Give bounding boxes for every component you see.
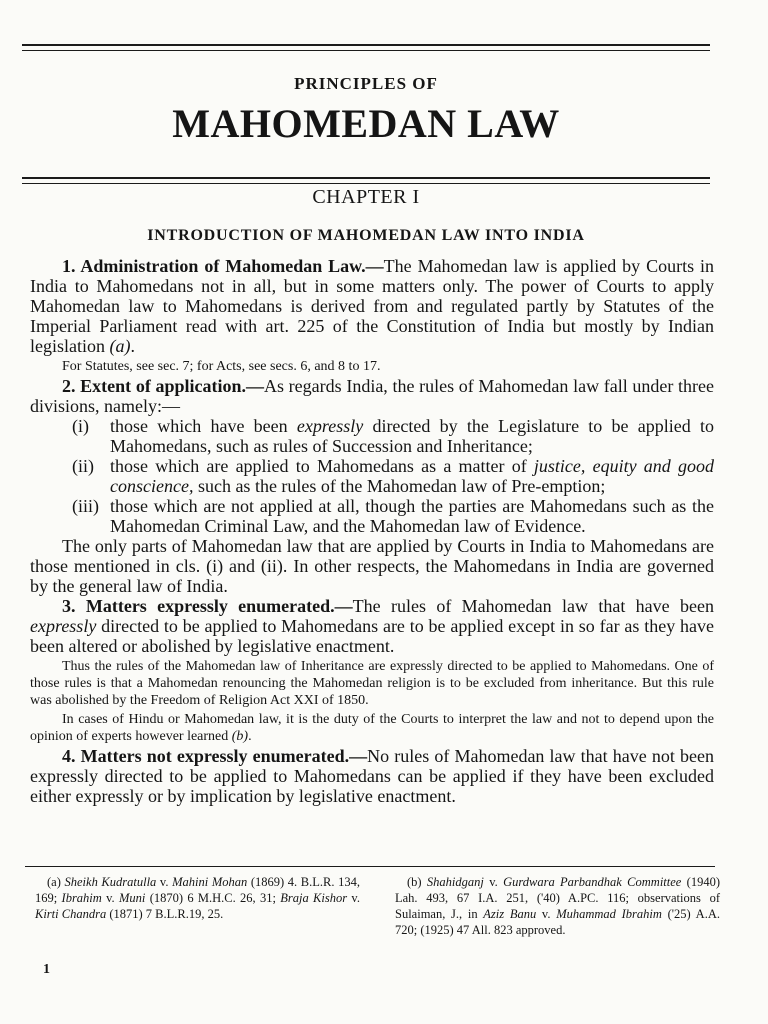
- list-item-marker: (i): [72, 416, 89, 436]
- bold-run: 3. Matters expressly enumerated.—: [62, 596, 353, 616]
- text-run: v.: [101, 891, 119, 905]
- text-run: v.: [536, 907, 557, 921]
- text-run: For Statutes, see sec. 7; for Acts, see secs. 6, and 8 to 17.: [62, 359, 381, 374]
- footnote: [395, 874, 720, 938]
- text-run: (1871) 7 B.L.R.19, 25.: [106, 907, 224, 921]
- note-paragraph: [30, 711, 714, 745]
- text-run: (b): [407, 875, 427, 889]
- chapter-label: CHAPTER I: [312, 186, 420, 208]
- list-item: [30, 456, 714, 496]
- italic-run: Braja Kishor: [280, 891, 348, 905]
- title-double-rule: [22, 177, 710, 184]
- text-run: such as the rules of the Mahomedan law of Pre-emption;: [193, 476, 606, 496]
- italic-run: Gurdwara Parbandhak Committee: [503, 875, 682, 889]
- footnote: [35, 874, 360, 938]
- italic-run: expressly: [296, 416, 364, 436]
- bold-run: 4. Matters not expressly enumerated.—: [62, 746, 368, 766]
- paragraph: [30, 376, 714, 416]
- text-run: those which are not applied at all, though the parties are Mahomedans such as the Mahomedan Criminal Law, and the Mahomedan law of Evidence.: [110, 496, 714, 536]
- text-run: No rules of Mahomedan law that have not been expressly directed to be applied to Mahomedans can be applied if they have been excluded either expressly or by implication by legislative enactment.: [30, 746, 714, 806]
- text-run: (a): [47, 875, 65, 889]
- note-paragraph: [30, 658, 714, 709]
- text-run: v.: [483, 875, 504, 889]
- italic-run: Shahidganj: [426, 875, 484, 889]
- series-title: PRINCIPLES OF: [294, 74, 438, 93]
- bold-run: 1. Administration of Mahomedan Law.—: [62, 256, 384, 276]
- paragraph: [30, 596, 714, 656]
- footnote-rule: [25, 866, 715, 867]
- text-run: Thus the rules of the Mahomedan law of Inheritance are expressly directed to be applied to Mahomedans. One of those rules is that a Mahomedan renouncing the Mahomedan religion is to be excluded from inheritance. But this rule was abolished by the Freedom of Religion Act XXI of 1850.: [30, 659, 714, 708]
- italic-run: (a): [109, 336, 131, 356]
- book-title: MAHOMEDAN LAW: [172, 101, 560, 146]
- italic-run: Sheikh Kudratulla: [64, 875, 157, 889]
- text-run: (1869) 4. B.L.R. 134, 169;: [35, 875, 360, 905]
- italic-run: Ibrahim: [61, 891, 102, 905]
- text-run: directed to be applied to Mahomedans are to be applied except in so far as they have been altered or abolished by legislative enactment.: [30, 616, 714, 656]
- text-run: The rules of Mahomedan law that have been: [352, 596, 714, 616]
- italic-run: Aziz Banu: [483, 907, 537, 921]
- text-run: The only parts of Mahomedan law that are applied by Courts in India to Mahomedans are those mentioned in cls. (i) and (ii). In other respects, the Mahomedans in India are governed by the general law of India.: [30, 536, 714, 596]
- text-run: (1940) Lah. 493, 67 I.A. 251, ('40) A.PC. 116; observations of Sulaiman, J., in: [395, 875, 720, 921]
- text-run: v.: [347, 891, 360, 905]
- italic-run: justice, equity and good conscience,: [110, 456, 715, 496]
- paragraph: [30, 256, 714, 356]
- bold-run: 2. Extent of application.—: [62, 376, 265, 396]
- text-run: The Mahomedan law is applied by Courts in India to Mahomedans not in all, but in some matters only. The power of Courts to apply Mahomedan law to Mahomedans is derived from and regulated partly by Statutes of the Imperial Parliament read with art. 225 of the Constitution of India but mostly by Indian legislation: [30, 256, 714, 356]
- paragraph: [30, 746, 714, 806]
- text-run: .: [130, 336, 135, 356]
- text-run: In cases of Hindu or Mahomedan law, it is the duty of the Courts to interpret the law and not to depend upon the opinion of experts however learned: [30, 712, 714, 744]
- list-item-marker: (iii): [72, 496, 99, 516]
- italic-run: Kirti Chandra: [35, 907, 107, 921]
- footnotes: [35, 874, 720, 938]
- list-item: [30, 496, 714, 536]
- text-run: directed by the Legislature to be applied to Mahomedans, such as rules of Succession and Inheritance;: [110, 416, 714, 456]
- text-run: those which have been: [110, 416, 297, 436]
- top-double-rule: [22, 44, 710, 51]
- text-run: .: [248, 729, 252, 744]
- page-number: 1: [43, 962, 50, 977]
- text-run: v.: [156, 875, 173, 889]
- text-run: (1870) 6 M.H.C. 26, 31;: [145, 891, 281, 905]
- paragraph: [30, 536, 714, 596]
- italic-run: expressly: [30, 616, 97, 636]
- italic-run: (b): [231, 729, 249, 744]
- italic-run: Mahini Mohan: [172, 875, 248, 889]
- italic-run: Muni: [119, 891, 146, 905]
- note-paragraph: [30, 358, 714, 375]
- text-run: ('25) A.A. 720; (1925) 47 All. 823 approved.: [395, 907, 720, 937]
- chapter-body: [30, 256, 714, 806]
- text-run: As regards India, the rules of Mahomedan law fall under three divisions, namely:—: [30, 376, 715, 416]
- list-item-marker: (ii): [72, 456, 94, 476]
- italic-run: Muhammad Ibrahim: [556, 907, 662, 921]
- text-run: those which are applied to Mahomedans as a matter of: [110, 456, 534, 476]
- chapter-heading: INTRODUCTION OF MAHOMEDAN LAW INTO INDIA: [147, 227, 585, 244]
- list-item: [30, 416, 714, 456]
